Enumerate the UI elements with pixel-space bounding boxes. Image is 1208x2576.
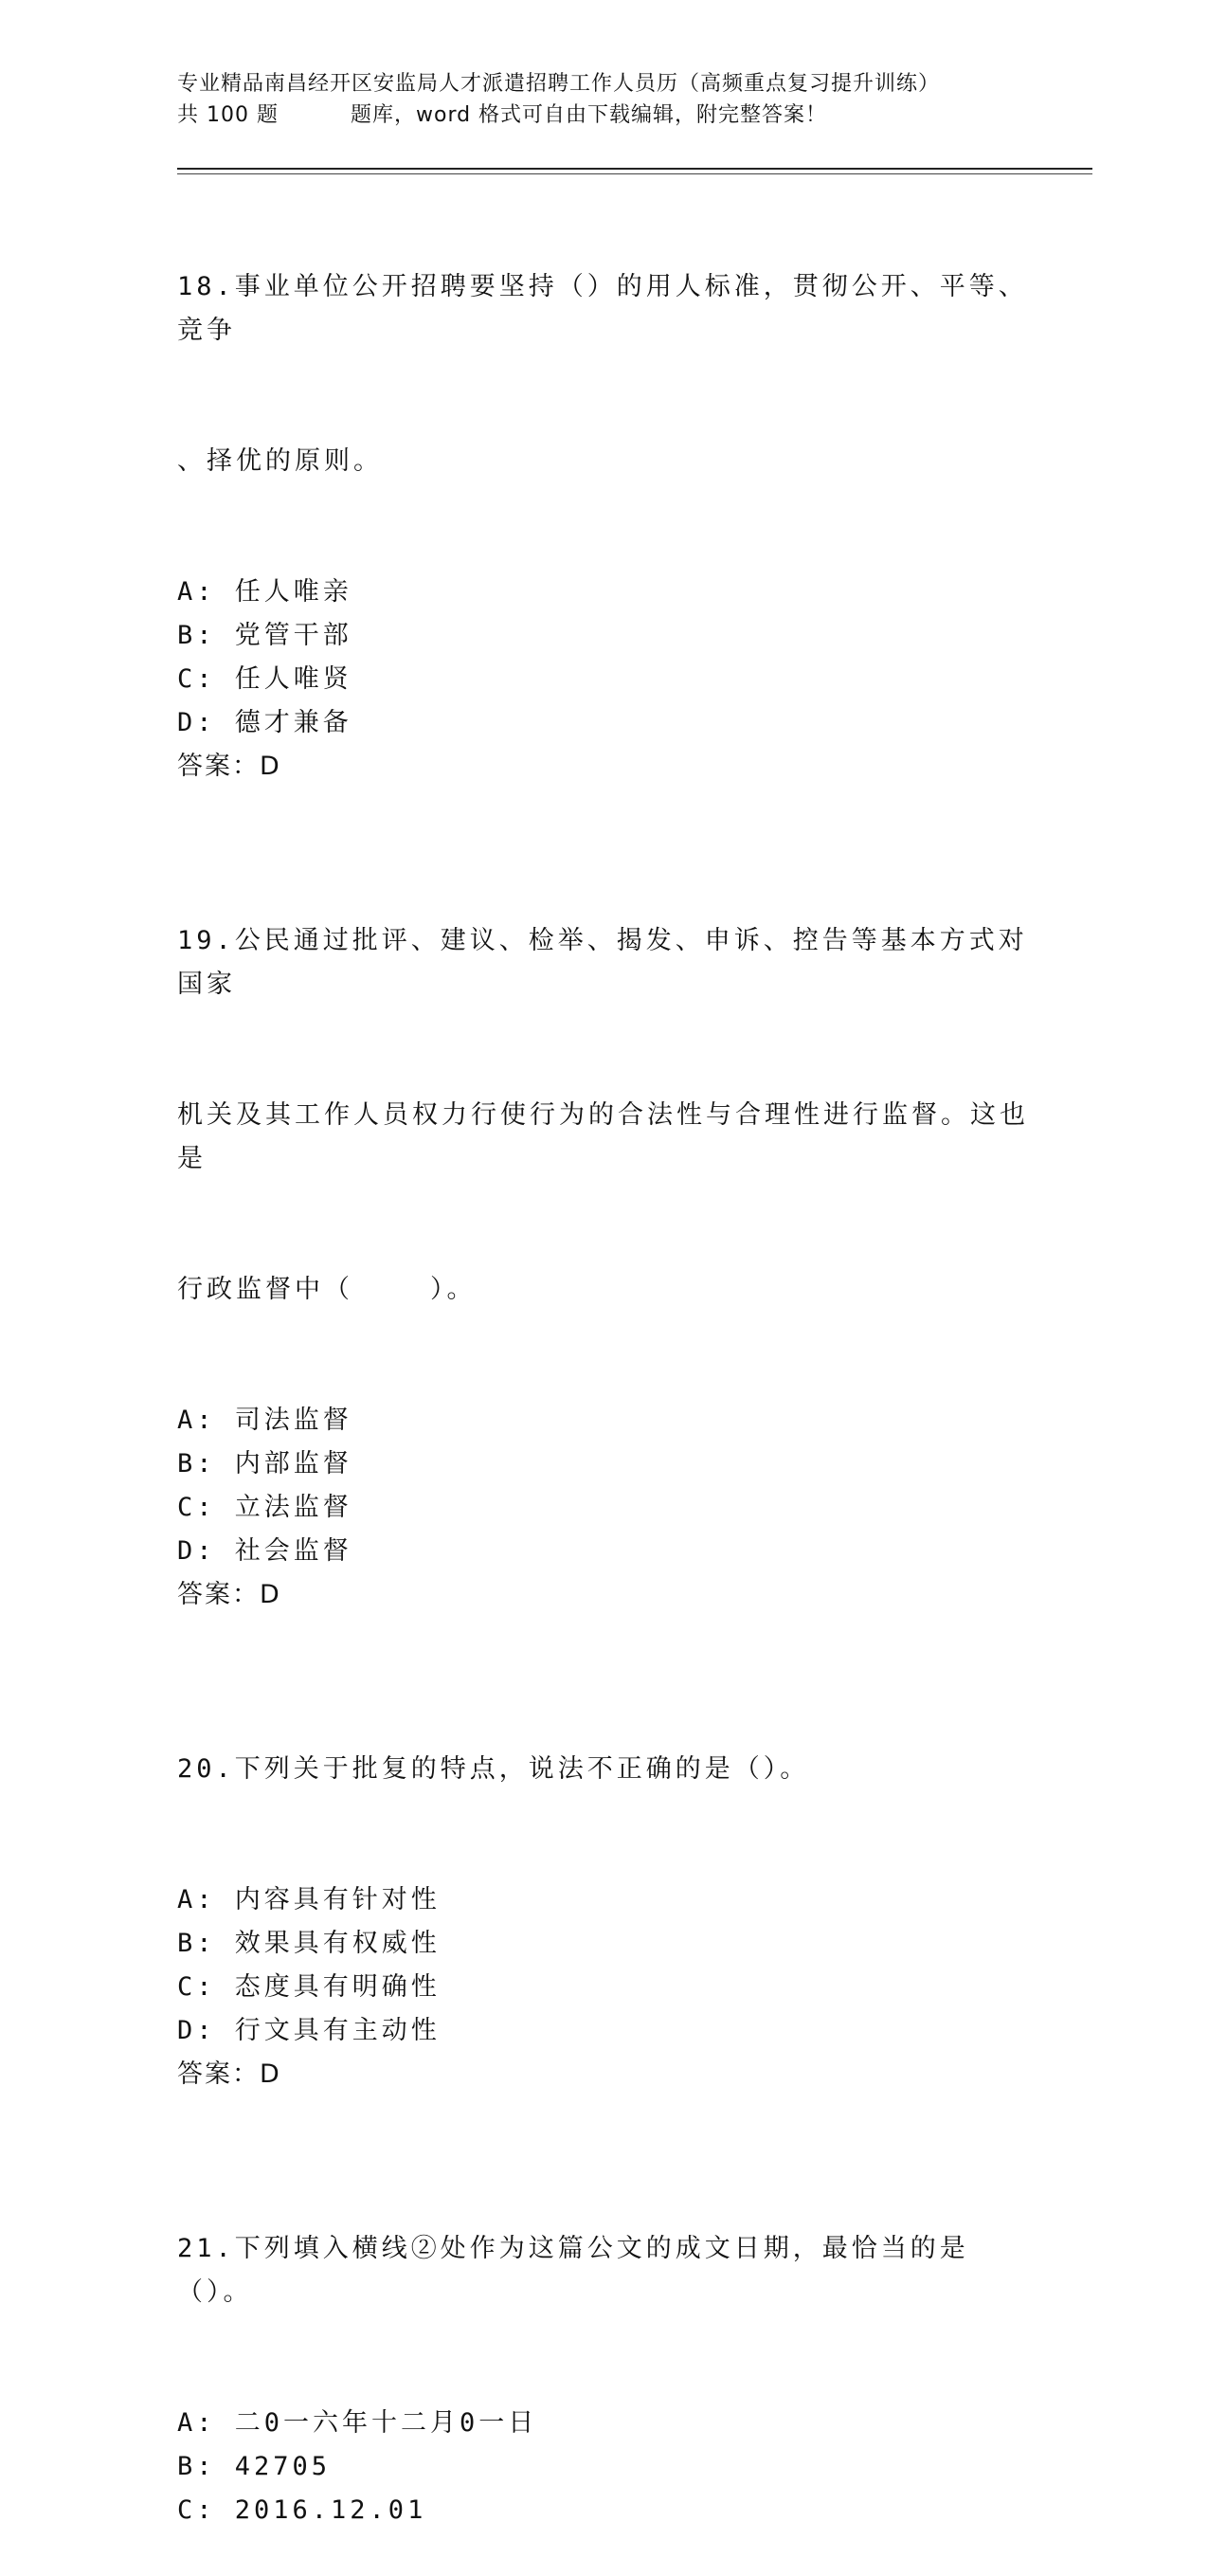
option-b: B: 党管干部 (177, 621, 352, 650)
question-count: 共 100 题 (177, 103, 279, 127)
option-d: D: 行文具有主动性 (177, 2016, 441, 2045)
question-stem-line: 机关及其工作人员权力行使行为的合法性与合理性进行监督。这也是 (177, 1100, 1029, 1173)
option-c: C: 立法监督 (177, 1493, 352, 1522)
option-c: C: 态度具有明确性 (177, 1972, 441, 2002)
question-stem (177, 178, 1030, 571)
question-stem (177, 832, 1030, 1399)
option-b: B: 42705 (177, 2452, 332, 2481)
option-a: A: 二0一六年十二月0一日 (177, 2408, 538, 2438)
question-list (177, 178, 1030, 2576)
document-title: 专业精品南昌经开区安监局人才派遣招聘工作人员历（高频重点复习提升训练） (177, 72, 941, 96)
option-d: D: 德才兼备 (177, 708, 352, 737)
question-21 (177, 2140, 1030, 2532)
answer: 答案：D (177, 1580, 281, 1609)
option-a: A: 司法监督 (177, 1406, 352, 1435)
question-stem-line: 20.下列关于批复的特点，说法不正确的是（）。 (177, 1754, 810, 1784)
question-stem-line: 、择优的原则。 (177, 446, 383, 476)
option-a: A: 内容具有针对性 (177, 1885, 441, 1914)
header-divider-thick (177, 168, 1092, 170)
question-19 (177, 832, 1030, 1617)
question-18 (177, 178, 1030, 789)
question-stem-line: 21.下列填入横线②处作为这篇公文的成文日期，最恰当的是（）。 (177, 2234, 969, 2307)
answer: 答案：D (177, 2059, 281, 2089)
question-stem-line: 18.事业单位公开招聘要坚持（）的用人标准，贯彻公开、平等、竞争 (177, 272, 1028, 345)
option-b: B: 效果具有权威性 (177, 1929, 441, 1958)
question-stem-line: 19.公民通过批评、建议、检举、揭发、申诉、控告等基本方式对国家 (177, 926, 1028, 999)
option-b: B: 内部监督 (177, 1449, 352, 1478)
question-stem (177, 2140, 1030, 2402)
document-subtitle (177, 100, 1049, 131)
question-stem (177, 1660, 1030, 1878)
download-note: 题库，word 格式可自由下载编辑，附完整答案！ (350, 103, 828, 127)
option-c: C: 2016.12.01 (177, 2495, 427, 2525)
question-stem-line: 行政监督中（ ）。 (177, 1275, 477, 1304)
question-20 (177, 1660, 1030, 2096)
option-d: D: 社会监督 (177, 1536, 352, 1566)
option-c: C: 任人唯贤 (177, 664, 352, 694)
option-a: A: 任人唯亲 (177, 577, 352, 607)
document-header (177, 68, 1049, 131)
header-divider-thin (177, 173, 1092, 174)
answer: 答案：D (177, 752, 281, 781)
